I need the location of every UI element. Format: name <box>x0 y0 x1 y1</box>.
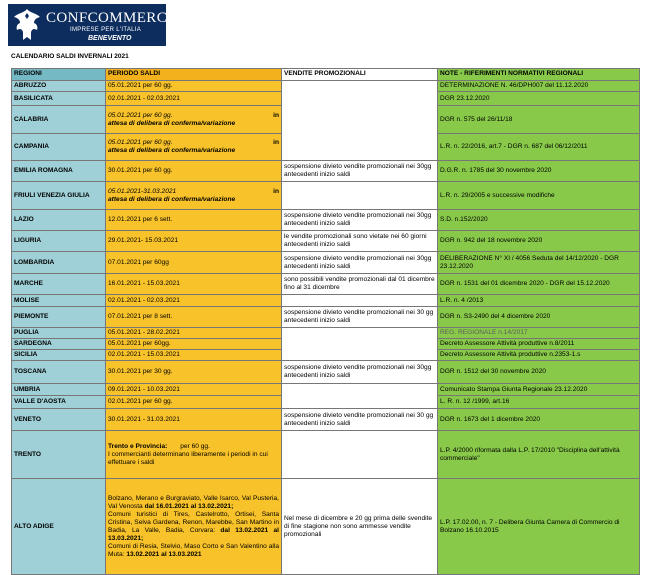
promo-cell <box>282 182 438 210</box>
region-cell: PIEMONTE <box>12 307 106 328</box>
region-cell: TOSCANA <box>12 361 106 384</box>
period-cell: 05.01.2021 per 60 gg. <box>106 81 282 92</box>
region-cell: ALTO ADIGE <box>12 479 106 575</box>
table-row <box>12 409 640 431</box>
period-cell: 02.01.2021 - 02.03.2021 <box>106 92 282 106</box>
note-cell: Decreto Assessore Attività produttive n.8/2011 <box>438 339 640 350</box>
note-cell: DGR n. 1531 del 01 dicembre 2020 - DGR del 15.12.2020 <box>438 274 640 295</box>
brand-city: BENEVENTO <box>88 35 132 42</box>
table-row <box>12 431 640 479</box>
note-cell: Decreto Assessore Attività produttive n.2353-1.s <box>438 350 640 361</box>
promo-cell <box>282 295 438 307</box>
period-cell: 30.01.2021 - 31.03.2021 <box>106 409 282 431</box>
period-cell: 30.01.2021 per 60 gg. <box>106 161 282 182</box>
note-cell: DELIBERAZIONE N° XI / 4056 Seduta del 14/12/2020 - DGR 23.12.2020 <box>438 252 640 274</box>
region-cell: FRIULI VENEZIA GIULIA <box>12 182 106 210</box>
region-cell: TRENTO <box>12 431 106 479</box>
region-cell: EMILIA ROMAGNA <box>12 161 106 182</box>
eagle-icon <box>12 7 42 43</box>
table-row <box>12 361 640 384</box>
table-row <box>12 307 640 328</box>
period-cell: 05.01.2021 per 60gg. <box>106 339 282 350</box>
header-vendite: VENDITE PROMOZIONALI <box>282 69 438 81</box>
table-row <box>12 210 640 231</box>
period-cell: 07.01.2021 per 60gg <box>106 252 282 274</box>
promo-cell: sospensione divieto vendite promozionali nei 30gg antecedenti inizio saldi <box>282 161 438 182</box>
region-cell: PUGLIA <box>12 328 106 339</box>
table-row <box>12 328 640 339</box>
region-cell: VENETO <box>12 409 106 431</box>
confcommercio-logo <box>8 4 184 46</box>
promo-cell: sospensione divieto vendite promozionali nei 30 gg antecedenti inizio saldi <box>282 307 438 328</box>
note-cell: D.G.R. n. 1785 del 30 novembre 2020 <box>438 161 640 182</box>
note-cell: DGR n. 1512 del 30 novembre 2020 <box>438 361 640 384</box>
header-periodo: PERIODO SALDI <box>106 69 282 81</box>
period-cell: Bolzano, Merano e Burgraviato, Valle Isarco, Val Pusteria, Val Venosta dal 16.01.2021 al 13.02.2021; Comuni turistici di Tires, Castelrotto, Ortisei, Santa Cristina, Selva Gardena, Renon, Marebbe, San Martino in Badia, La Valle, Badia, Corvara: dal 13.02.2021 al 13.03.2021; Comuni di Resia, Stelvio, Maso Corto e San Valentino alla Muta: 13.02.2021 al 13.03.2021 <box>106 479 282 575</box>
period-cell: 02.01.2021 - 15.03.2021 <box>106 350 282 361</box>
region-cell: SARDEGNA <box>12 339 106 350</box>
region-cell: LAZIO <box>12 210 106 231</box>
region-cell: UMBRIA <box>12 384 106 396</box>
promo-cell: sospensione divieto vendite promozionali nei 30gg antecedenti inizio saldi <box>282 361 438 384</box>
period-cell: 02.01.2021 - 02.03.2021 <box>106 295 282 307</box>
saldi-table <box>11 68 640 575</box>
region-cell: CALABRIA <box>12 106 106 134</box>
table-header-row <box>12 69 640 81</box>
period-cell: 29.01.2021- 15.03.2021 <box>106 231 282 252</box>
note-cell: DGR n. 1673 del 1 dicembre 2020 <box>438 409 640 431</box>
promo-cell: sono possibili vendite promozionali dal 01 dicembre fino al 31 dicembre <box>282 274 438 295</box>
table-row <box>12 252 640 274</box>
period-cell: 16.01.2021 - 15.03.2021 <box>106 274 282 295</box>
header-note: NOTE - RIFERIMENTI NORMATIVI REGIONALI <box>438 69 640 81</box>
period-cell: 05.01.2021 per 60 gg. in attesa di delibera di conferma/variazione <box>106 134 282 161</box>
note-cell: DGR 23.12.2020 <box>438 92 640 106</box>
table-row <box>12 231 640 252</box>
promo-cell <box>282 384 438 409</box>
note-cell: L.P. 4/2000 riformata dalla L.P. 17/2010 "Disciplina dell'attività commerciale" <box>438 431 640 479</box>
note-cell: L.R. n. 22/2016, art.7 - DGR n. 687 del 06/12/2011 <box>438 134 640 161</box>
region-cell: MARCHE <box>12 274 106 295</box>
table-row <box>12 295 640 307</box>
region-cell: ABRUZZO <box>12 81 106 92</box>
period-cell: Trento e Provincia: per 60 gg. I commercianti determinano liberamente i periodi in cui effettuare i saldi <box>106 431 282 479</box>
note-cell: DETERMINAZIONE N. 46/DPH007 del 11.12.2020 <box>438 81 640 92</box>
region-cell: CAMPANIA <box>12 134 106 161</box>
note-cell: DGR n. 575 del 26/11/18 <box>438 106 640 134</box>
note-cell: L. R. n. 12 /1999, art.16 <box>438 396 640 409</box>
region-cell: MOLISE <box>12 295 106 307</box>
promo-cell <box>282 81 438 161</box>
note-cell: S.D. n.152/2020 <box>438 210 640 231</box>
region-cell: LIGURIA <box>12 231 106 252</box>
promo-cell <box>282 328 438 361</box>
region-cell: LOMBARDIA <box>12 252 106 274</box>
promo-cell: sospensione divieto vendite promozionali nei 30gg antecedenti inizio saldi <box>282 252 438 274</box>
region-cell: VALLE D'AOSTA <box>12 396 106 409</box>
header-regioni: REGIONI <box>12 69 106 81</box>
brand-name: CONFCOMMERCIO <box>46 10 184 26</box>
region-cell: BASILICATA <box>12 92 106 106</box>
period-cell: 05.01.2021 per 60 gg. in attesa di delibera di conferma/variazione <box>106 106 282 134</box>
note-cell: REG. REGIONALE n.14/2017 <box>438 328 640 339</box>
period-cell: 09.01.2021 - 10.03.2021 <box>106 384 282 396</box>
note-cell: Comunicato Stampa Giunta Regionale 23.12.2020 <box>438 384 640 396</box>
period-cell: 12.01.2021 per 6 sett. <box>106 210 282 231</box>
table-row <box>12 384 640 396</box>
brand-tagline: IMPRESE PER L'ITALIA <box>70 27 142 33</box>
note-cell: L.P. 17.02.00, n. 7 - Delibera Giunta Camera di Commercio di Bolzano 16.10.2015 <box>438 479 640 575</box>
period-cell: 07.01.2021 per 8 sett. <box>106 307 282 328</box>
table-row <box>12 479 640 575</box>
promo-cell <box>282 431 438 479</box>
promo-cell: sospensione divieto vendite promozionali nei 30 gg antecedenti inizio saldi <box>282 409 438 431</box>
period-cell: 30.01.2021 per 30 gg. <box>106 361 282 384</box>
period-cell: 05.01.2021 - 28.02.2021 <box>106 328 282 339</box>
table-row <box>12 274 640 295</box>
table-row <box>12 81 640 92</box>
note-cell: DGR n. 942 del 18 novembre 2020 <box>438 231 640 252</box>
promo-cell: le vendite promozionali sono vietate nei 60 giorni antecedenti inizio saldi <box>282 231 438 252</box>
promo-cell: sospensione divieto vendite promozionali nei 30gg antecedenti inizio saldi <box>282 210 438 231</box>
document-title: CALENDARIO SALDI INVERNALI 2021 <box>11 53 129 60</box>
promo-cell: Nel mese di dicembre e 20 gg prima delle svendite di fine stagione non sono ammesse vendite promozionali <box>282 479 438 575</box>
region-cell: SICILIA <box>12 350 106 361</box>
table-row <box>12 161 640 182</box>
period-cell: 05.01.2021-31.03.2021 in attesa di delibera di conferma/variazione <box>106 182 282 210</box>
table-row <box>12 182 640 210</box>
period-cell: 02.01.2021 per 60 gg. <box>106 396 282 409</box>
note-cell: L.R. n. 29/2005 e successive modifiche <box>438 182 640 210</box>
note-cell: DGR n. S3-2490 del 4 dicembre 2020 <box>438 307 640 328</box>
note-cell: L.R. n. 4 /2013 <box>438 295 640 307</box>
